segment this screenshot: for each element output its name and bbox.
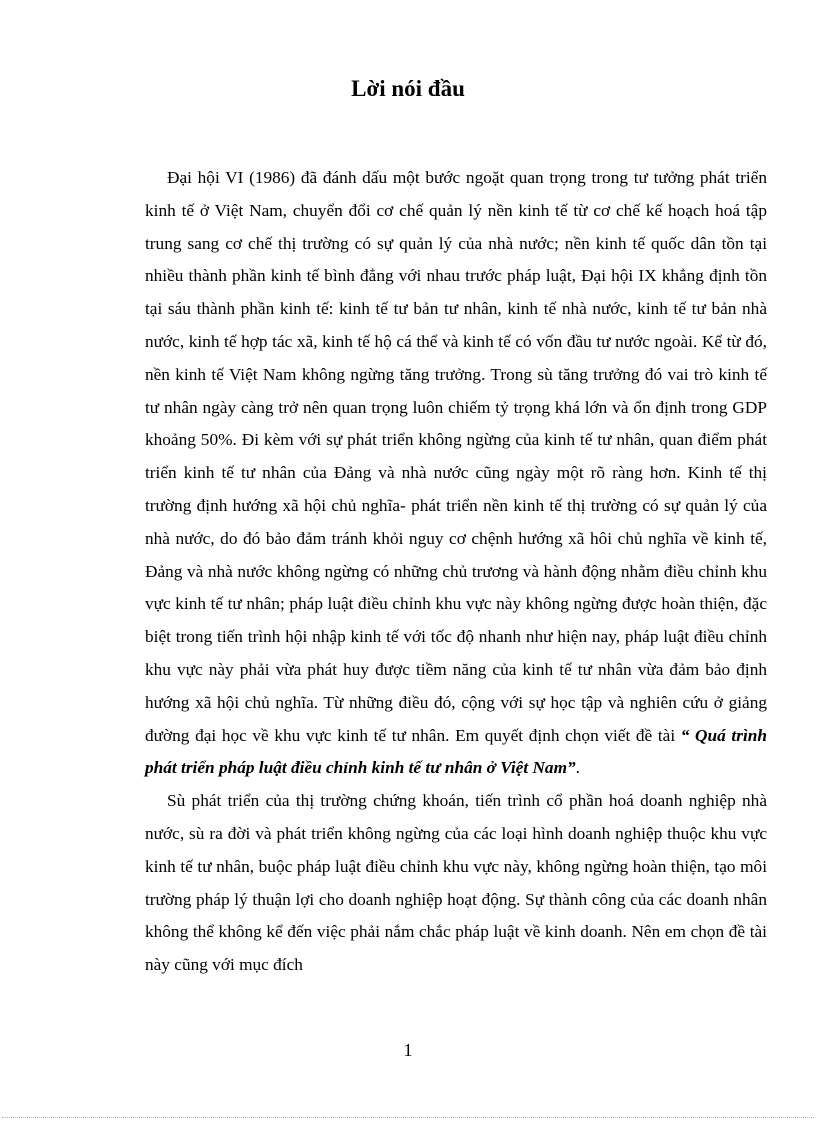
- body-text: [145, 162, 767, 982]
- thesis-topic-title: “ Quá trình phát triển pháp luật điều chỉnh kinh tế tư nhân ở Việt Nam”: [145, 725, 767, 778]
- paragraph-1-text: Đại hội VI (1986) đã đánh dấu một bước ngoặt quan trọng trong tư tưởng phát triển kinh tế ở Việt Nam, chuyển đổi cơ chế quản lý nền kinh tế từ cơ chế kế hoạch hoá tập trung sang cơ chế thị trường có sự quản lý của nhà nước; nền kinh tế quốc dân tồn tại nhiều thành phần kinh tế bình đẳng với nhau trước pháp luật, Đại hội IX khẳng định tồn tại sáu thành phần kinh tế: kinh tế tư bản tư nhân, kinh tế nhà nước, kinh tế tư bản nhà nước, kinh tế hợp tác xã, kinh tế hộ cá thể và kinh tế có vốn đầu tư nước ngoài. Kể từ đó, nền kinh tế Việt Nam không ngừng tăng trưởng. Trong sù tăng trưởng đó vai trò kinh tế tư nhân ngày càng trở nên quan trọng luôn chiếm tỷ trọng khá lớn và ổn định trong GDP khoảng 50%. Đi kèm với sự phát triển không ngừng của kinh tế tư nhân, quan điểm phát triển kinh tế tư nhân của Đảng và nhà nước cũng ngày một rõ ràng hơn. Kinh tế thị trường định hướng xã hội chủ nghĩa- phát triển nền kinh tế thị trường có sự quản lý của nhà nước, do đó bảo đảm tránh khỏi nguy cơ chệnh hướng xã hôi chủ nghĩa về kinh tế, Đảng và nhà nước không ngừng có những chủ trương và hành động nhằm điều chỉnh khu vực kinh tế tư nhân; pháp luật điều chỉnh khu vực này không ngừng được hoàn thiện, đặc biệt trong tiến trình hội nhập kinh tế với tốc độ nhanh như hiện nay, pháp luật điều chỉnh khu vực này phải vừa phát huy được tiềm năng của kinh tế tư nhân vừa đảm bảo định hướng xã hội chủ nghĩa. Từ những điều đó, cộng với sự học tập và nghiên cứu ở giảng đường đại học về khu vực kinh tế tư nhân. Em quyết định chọn viết đề tài: [145, 168, 767, 745]
- page-number: 1: [403, 1040, 413, 1060]
- paragraph-1-end: .: [575, 758, 580, 778]
- paragraph-1: [145, 162, 767, 785]
- paragraph-2: Sù phát triển của thị trường chứng khoán, tiến trình cổ phần hoá doanh nghiệp nhà nước, sù ra đời và phát triển không ngừng của các loại hình doanh nghiệp thuộc khu vực kinh tế tư nhân, buộc pháp luật điều chỉnh khu vực này, không ngừng hoàn thiện, tạo môi trường pháp lý thuận lợi cho doanh nghiệp hoạt động. Sự thành công của các doanh nhân không thể không kể đến việc phải nắm chắc pháp luật về kinh doanh. Nên em chọn đề tài này cũng với mục đích: [145, 791, 767, 975]
- page-bottom-divider: [2, 1117, 814, 1118]
- page-title: Lời nói đầu: [351, 76, 465, 101]
